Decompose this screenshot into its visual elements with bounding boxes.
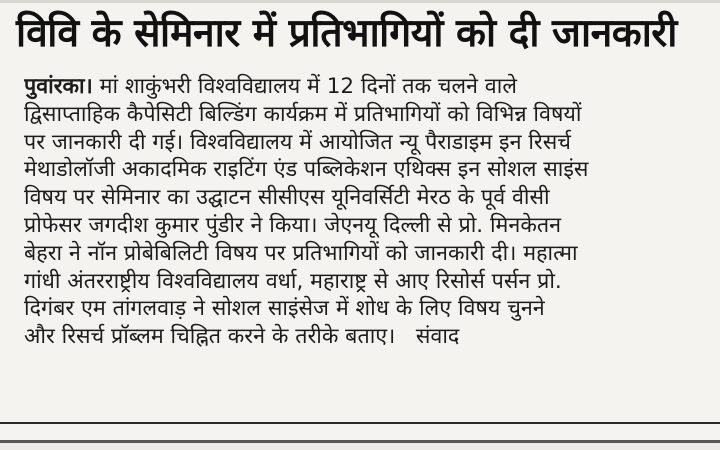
- bottom-rule: [0, 422, 720, 424]
- article-line: प्रोफेसर जगदीश कुमार पुंडीर ने किया। जेएनयू दिल्ली से प्रो. मिनकेतन: [24, 212, 562, 238]
- top-border: [0, 0, 720, 3]
- article-line: द्विसाप्ताहिक कैपेसिटी बिल्डिंग कार्यक्रम में प्रतिभागियों को विभिन्न विषयों: [24, 101, 582, 127]
- dateline: पुवांरका।: [24, 74, 93, 99]
- article-line: गांधी अंतरराष्ट्रीय विश्वविद्यालय वर्धा, महाराष्ट्र से आए रिसोर्स पर्सन प्रो.: [24, 268, 562, 294]
- article-line-last: [24, 323, 714, 351]
- byline: संवाद: [415, 324, 460, 350]
- article-line: मेथाडोलॉजी अकादमिक राइटिंग एंड पब्लिकेशन एथिक्स इन सोशल साइंस: [24, 157, 589, 183]
- bottom-margin: [0, 443, 720, 450]
- article-line: पर जानकारी दी गई। विश्वविद्यालय में आयोजित न्यू पैराडाइम इन रिसर्च: [24, 129, 571, 155]
- article-line-1-text: मां शाकुंभरी विश्वविद्यालय में 12 दिनों तक चलने वाले: [92, 74, 517, 99]
- article-line: दिगंबर एम तांगलवाड़ ने सोशल साइंसेज में शोध के लिए विषय चुनने: [24, 296, 545, 322]
- article-line-1: [24, 73, 714, 101]
- article-line: बेहरा ने नॉन प्रोबेबिलिटी विषय पर प्रतिभागियों को जानकारी दी। महात्मा: [24, 240, 578, 266]
- article-last-text: और रिसर्च प्रॉब्लम चिह्नित करने के तरीके बताए।: [24, 324, 396, 350]
- headline: विवि के सेमिनार में प्रतिभागियों को दी जानकारी: [16, 11, 677, 56]
- article-line: विषय पर सेमिनार का उद्घाटन सीसीएस यूनिवर्सिटी मेरठ के पूर्व वीसी: [24, 185, 550, 211]
- article-body: [24, 73, 714, 351]
